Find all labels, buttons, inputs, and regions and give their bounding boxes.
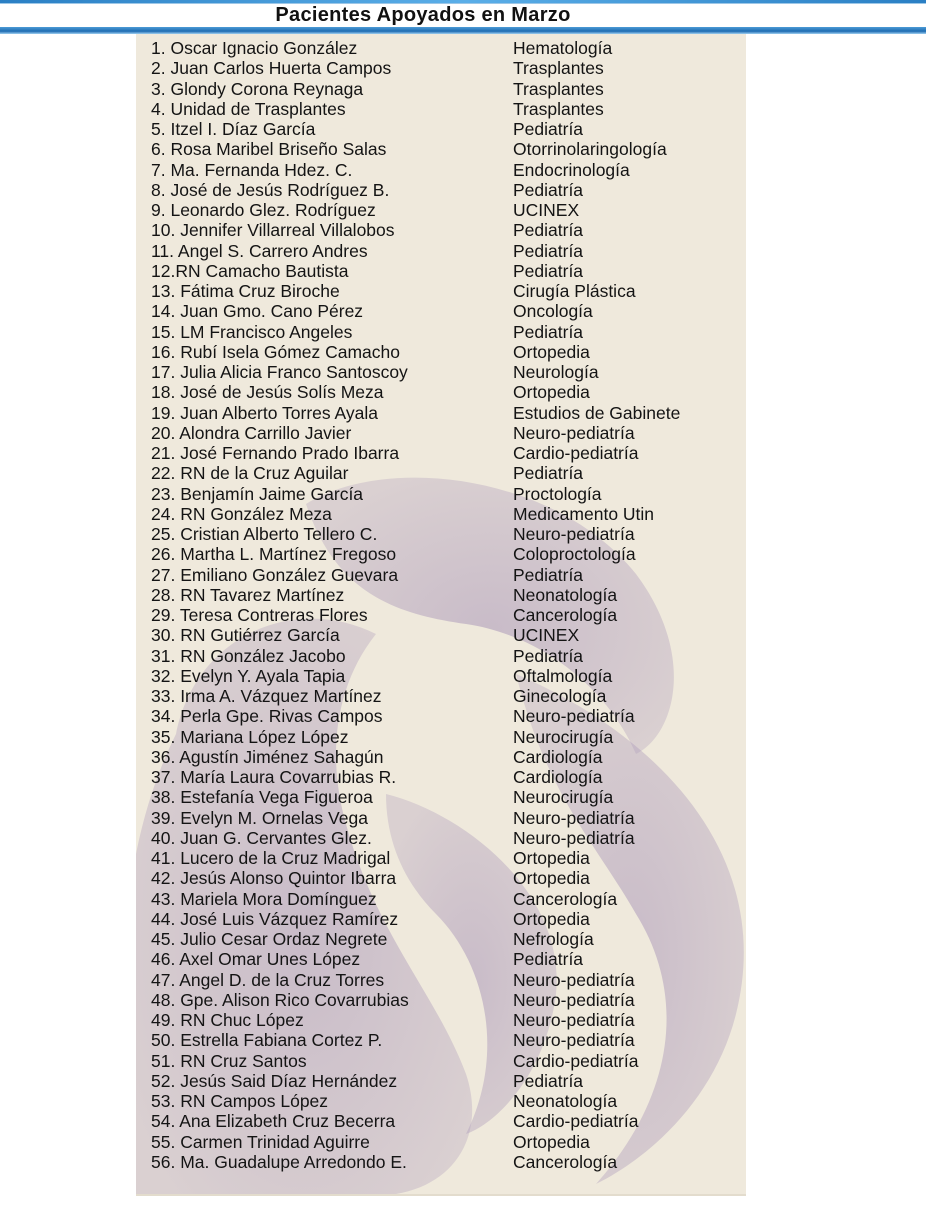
list-item [151,909,746,929]
list-item [151,848,746,868]
patient-department: Cardio-pediatría [513,1050,639,1071]
patient-department: Ortopedia [513,382,590,403]
patient-department: Endocrinología [513,159,630,180]
list-item [151,241,746,261]
patient-department: Neuro-pediatría [513,524,635,544]
patient-name: 13. Fátima Cruz Biroche [151,281,340,301]
patient-department: Medicamento Utin [513,503,655,524]
list-item [151,1051,746,1071]
patient-department: Nefrología [513,929,594,949]
patient-department: UCINEX [513,625,580,646]
list-item [151,261,746,281]
list-item [151,808,746,828]
patient-name: 36. Agustín Jiménez Sahagún [151,746,384,767]
patient-name: 17. Julia Alicia Franco Santoscoy [151,362,408,382]
patient-department: Pediatría [513,240,584,261]
patient-name: 48. Gpe. Alison Rico Covarrubias [151,989,409,1010]
patient-name: 18. José de Jesús Solís Meza [151,382,384,403]
page-title: Pacientes Apoyados en Marzo [275,4,571,26]
patient-name: 15. LM Francisco Angeles [151,321,353,342]
patient-department: Oftalmología [513,665,613,686]
patient-name: 50. Estrella Fabiana Cortez P. [151,1030,383,1051]
list-item [151,747,746,767]
list-item [151,625,746,645]
patient-department: Ortopedia [513,1131,590,1152]
patient-department: Pediatría [513,645,584,666]
patient-list-panel [136,34,746,1194]
patient-name: 32. Evelyn Y. Ayala Tapia [151,665,346,686]
patient-department: Hematología [513,38,613,58]
patient-department: Neurocirugía [513,726,614,747]
patient-name: 5. Itzel I. Díaz García [151,119,316,139]
patient-list [151,38,746,1172]
patient-department: Neuro-pediatría [513,1010,635,1030]
patient-department: Ginecología [513,686,607,706]
patient-name: 14. Juan Gmo. Cano Pérez [151,301,364,322]
patient-name: 4. Unidad de Trasplantes [151,98,346,119]
patient-department: Trasplantes [513,78,604,99]
patient-department: Cancerología [513,1151,618,1172]
patient-name: 1. Oscar Ignacio González [151,38,358,58]
patient-name: 25. Cristian Alberto Tellero C. [151,524,378,544]
patient-name: 55. Carmen Trinidad Aguirre [151,1131,370,1152]
list-item [151,565,746,585]
patient-department: Neuro-pediatría [513,827,635,848]
patient-department: Ortopedia [513,868,590,889]
patient-department: Pediatría [513,949,584,970]
patient-name: 28. RN Tavarez Martínez [151,584,345,605]
list-item [151,706,746,726]
list-item [151,929,746,949]
list-item [151,79,746,99]
patient-name: 8. José de Jesús Rodríguez B. [151,179,390,200]
patient-department: Cardiología [513,767,603,787]
patient-department: Pediatría [513,119,584,139]
patient-department: Neuro-pediatría [513,1030,635,1051]
list-item [151,504,746,524]
patient-name: 10. Jennifer Villarreal Villalobos [151,220,395,241]
list-item [151,666,746,686]
patient-department: Pediatría [513,260,584,281]
patient-name: 34. Perla Gpe. Rivas Campos [151,706,383,727]
list-item [151,99,746,119]
patient-department: Cirugía Plástica [513,281,636,301]
list-item [151,58,746,78]
patient-department: Neuro-pediatría [513,989,635,1010]
list-item [151,787,746,807]
patient-department: Trasplantes [513,58,604,79]
list-item [151,1071,746,1091]
patient-department: Trasplantes [513,98,604,119]
patient-name: 2. Juan Carlos Huerta Campos [151,58,392,79]
patient-department: Pediatría [513,564,584,585]
list-item [151,767,746,787]
patient-name: 16. Rubí Isela Gómez Camacho [151,341,401,362]
patient-department: Pediatría [513,463,584,484]
patient-name: 24. RN González Meza [151,503,332,524]
patient-name: 52. Jesús Said Díaz Hernández [151,1070,398,1091]
patient-name: 7. Ma. Fernanda Hdez. C. [151,159,353,180]
title-banner [0,0,926,34]
list-item [151,362,746,382]
list-item [151,686,746,706]
list-item [151,605,746,625]
patient-department: Pediatría [513,220,584,241]
list-item [151,646,746,666]
list-item [151,990,746,1010]
patient-name: 23. Benjamín Jaime García [151,483,364,504]
list-item [151,38,746,58]
patient-department: Cancerología [513,605,618,625]
list-item [151,382,746,402]
patient-department: Pediatría [513,321,584,342]
patient-name: 40. Juan G. Cervantes Glez. [151,827,372,848]
patient-name: 6. Rosa Maribel Briseño Salas [151,139,387,160]
list-item [151,585,746,605]
list-item [151,463,746,483]
list-item [151,484,746,504]
list-item [151,301,746,321]
patient-department: UCINEX [513,200,580,220]
list-item [151,281,746,301]
list-item [151,524,746,544]
list-item [151,403,746,423]
patient-department: Cancerología [513,888,618,909]
list-item [151,139,746,159]
patient-department: Estudios de Gabinete [513,402,681,423]
patient-department: Neuro-pediatría [513,969,635,990]
patient-department: Neurocirugía [513,787,614,808]
list-item [151,828,746,848]
patient-name: 26. Martha L. Martínez Fregoso [151,544,397,565]
patient-department: Cardiología [513,746,603,767]
patient-name: 11. Angel S. Carrero Andres [151,240,368,261]
patient-department: Ortopedia [513,341,590,362]
list-item [151,322,746,342]
patient-name: 38. Estefanía Vega Figueroa [151,787,373,808]
patient-department: Neonatología [513,584,618,605]
list-item [151,160,746,180]
list-item [151,200,746,220]
patient-department: Otorrinolaringología [513,139,667,160]
patient-department: Neurología [513,362,599,382]
list-item [151,727,746,747]
patient-name: 27. Emiliano González Guevara [151,564,399,585]
patient-department: Pediatría [513,179,584,200]
patient-name: 33. Irma A. Vázquez Martínez [151,686,382,706]
list-item [151,1010,746,1030]
patient-name: 56. Ma. Guadalupe Arredondo E. [151,1151,407,1172]
patient-name: 21. José Fernando Prado Ibarra [151,443,400,463]
patient-department: Oncología [513,301,593,322]
patient-name: 41. Lucero de la Cruz Madrigal [151,848,391,868]
patient-name: 54. Ana Elizabeth Cruz Becerra [151,1111,396,1132]
list-item [151,544,746,564]
patient-name: 19. Juan Alberto Torres Ayala [151,402,379,423]
patient-department: Neuro-pediatría [513,807,635,828]
list-item [151,1030,746,1050]
patient-name: 29. Teresa Contreras Flores [151,605,368,625]
patient-department: Coloproctología [513,544,636,565]
list-item [151,868,746,888]
patient-name: 46. Axel Omar Unes López [151,949,361,970]
patient-department: Neuro-pediatría [513,422,635,443]
patient-name: 51. RN Cruz Santos [151,1050,307,1071]
patient-department: Pediatría [513,1070,584,1091]
patient-name: 30. RN Gutiérrez García [151,625,340,646]
list-item [151,220,746,240]
patient-name: 42. Jesús Alonso Quintor Ibarra [151,868,397,889]
list-item [151,423,746,443]
patient-name: 53. RN Campos López [151,1091,329,1111]
list-item [151,342,746,362]
list-item [151,889,746,909]
list-item [151,119,746,139]
patient-name: 45. Julio Cesar Ordaz Negrete [151,929,388,949]
patient-department: Ortopedia [513,908,590,929]
patient-name: 47. Angel D. de la Cruz Torres [151,969,385,990]
patient-name: 37. María Laura Covarrubias R. [151,767,397,787]
patient-department: Cardio-pediatría [513,443,639,463]
patient-name: 12.RN Camacho Bautista [151,260,349,281]
patient-name: 43. Mariela Mora Domínguez [151,888,377,909]
patient-department: Neuro-pediatría [513,706,635,727]
patient-name: 22. RN de la Cruz Aguilar [151,463,349,484]
list-item [151,1111,746,1131]
list-item [151,1152,746,1172]
patient-name: 31. RN González Jacobo [151,645,346,666]
banner-bottom-rule [0,27,926,34]
patient-name: 35. Mariana López López [151,726,349,747]
patient-department: Ortopedia [513,848,590,868]
list-item [151,949,746,969]
list-item [151,1132,746,1152]
patient-name: 3. Glondy Corona Reynaga [151,78,364,99]
patient-department: Cardio-pediatría [513,1111,639,1132]
list-item [151,1091,746,1111]
patient-name: 39. Evelyn M. Ornelas Vega [151,807,368,828]
patient-name: 20. Alondra Carrillo Javier [151,422,352,443]
list-item [151,970,746,990]
patient-name: 9. Leonardo Glez. Rodríguez [151,200,376,220]
patient-department: Proctología [513,483,602,504]
patient-name: 49. RN Chuc López [151,1010,304,1030]
list-item [151,443,746,463]
panel-bottom-edge [136,1194,746,1196]
patient-department: Neonatología [513,1091,618,1111]
list-item [151,180,746,200]
patient-name: 44. José Luis Vázquez Ramírez [151,908,399,929]
